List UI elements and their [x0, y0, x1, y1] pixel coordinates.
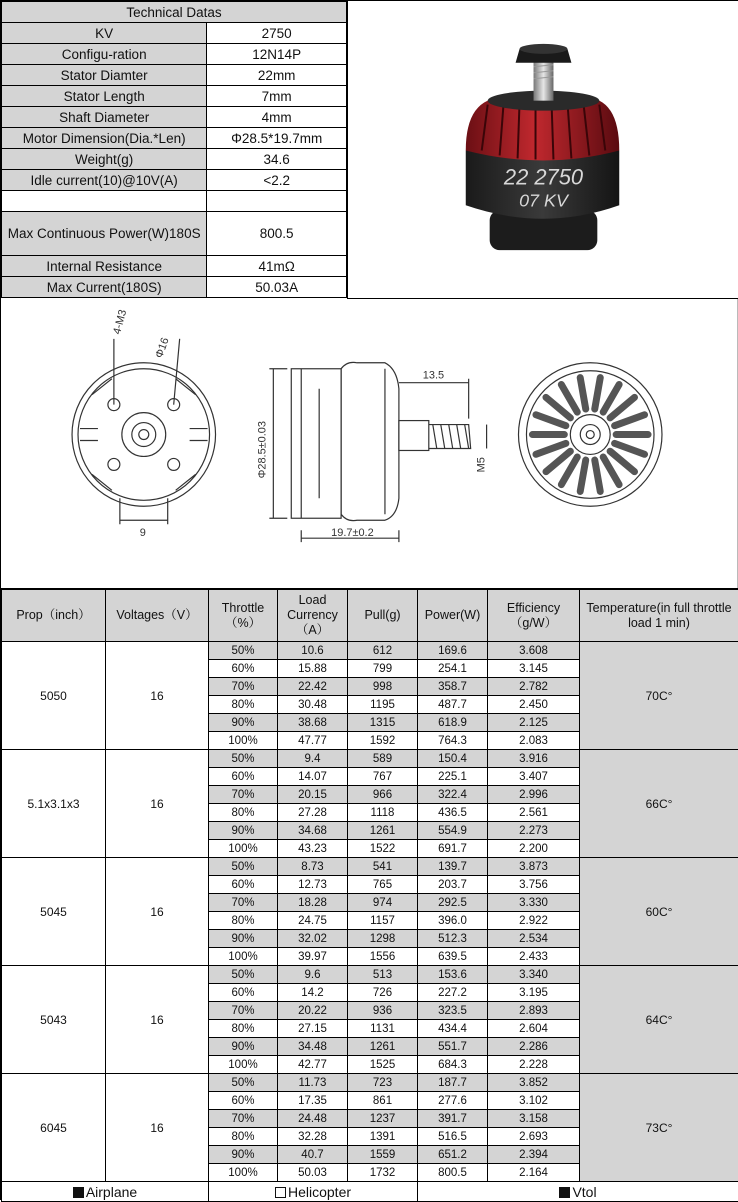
- voltage: 16: [106, 750, 209, 858]
- spec-title-row: [2, 2, 347, 23]
- spec-row: [2, 128, 347, 149]
- throttle: 70%: [209, 894, 278, 912]
- spec-value: <2.2: [207, 170, 347, 191]
- power: 512.3: [418, 930, 488, 948]
- power: 554.9: [418, 822, 488, 840]
- perf-header: Efficiency（g/W）: [488, 590, 580, 642]
- load-current: 27.15: [278, 1020, 348, 1038]
- temperature: 73C°: [580, 1074, 738, 1182]
- throttle: 80%: [209, 1020, 278, 1038]
- prop-size: 5050: [2, 642, 106, 750]
- load-current: 32.02: [278, 930, 348, 948]
- load-current: 9.6: [278, 966, 348, 984]
- throttle: 100%: [209, 1056, 278, 1074]
- power: 434.4: [418, 1020, 488, 1038]
- pull: 936: [348, 1002, 418, 1020]
- power: 169.6: [418, 642, 488, 660]
- motor-engraving-bottom: 07 KV: [519, 190, 570, 210]
- empty-square-icon: [275, 1187, 286, 1198]
- perf-header: Voltages（V）: [106, 590, 209, 642]
- table-row: [2, 750, 738, 768]
- spec-row: [2, 86, 347, 107]
- spec-row: [2, 212, 347, 256]
- load-current: 42.77: [278, 1056, 348, 1074]
- spec-label: Max Continuous Power(W)180S: [2, 212, 207, 256]
- efficiency: 2.200: [488, 840, 580, 858]
- dim-hole-spacing: 9: [140, 527, 146, 539]
- temperature: 66C°: [580, 750, 738, 858]
- dim-length: 19.7±0.2: [331, 527, 374, 539]
- pull: 1522: [348, 840, 418, 858]
- spec-value: 22mm: [207, 65, 347, 86]
- throttle: 90%: [209, 1038, 278, 1056]
- load-current: 47.77: [278, 732, 348, 750]
- load-current: 18.28: [278, 894, 348, 912]
- power: 391.7: [418, 1110, 488, 1128]
- efficiency: 2.561: [488, 804, 580, 822]
- pull: 1732: [348, 1164, 418, 1182]
- power: 227.2: [418, 984, 488, 1002]
- throttle: 100%: [209, 1164, 278, 1182]
- pull: 513: [348, 966, 418, 984]
- spec-value: Φ28.5*19.7mm: [207, 128, 347, 149]
- pull: 612: [348, 642, 418, 660]
- load-current: 40.7: [278, 1146, 348, 1164]
- efficiency: 3.330: [488, 894, 580, 912]
- efficiency: 3.195: [488, 984, 580, 1002]
- load-current: 34.68: [278, 822, 348, 840]
- table-row: [2, 642, 738, 660]
- spec-label: KV: [2, 23, 207, 44]
- pull: 589: [348, 750, 418, 768]
- throttle: 100%: [209, 732, 278, 750]
- efficiency: 2.450: [488, 696, 580, 714]
- spec-row: [2, 23, 347, 44]
- power: 691.7: [418, 840, 488, 858]
- power: 322.4: [418, 786, 488, 804]
- load-current: 34.48: [278, 1038, 348, 1056]
- throttle: 90%: [209, 1146, 278, 1164]
- power: 516.5: [418, 1128, 488, 1146]
- efficiency: 2.228: [488, 1056, 580, 1074]
- spec-row: [2, 107, 347, 128]
- pull: 1157: [348, 912, 418, 930]
- spec-label: Motor Dimension(Dia.*Len): [2, 128, 207, 149]
- spec-label: Max Current(180S): [2, 277, 207, 298]
- power: 203.7: [418, 876, 488, 894]
- spec-label: Shaft Diameter: [2, 107, 207, 128]
- temperature: 64C°: [580, 966, 738, 1074]
- dim-diameter: Φ28.5±0.03: [256, 421, 268, 478]
- dim-mount-thread: 4-M3: [111, 308, 129, 335]
- throttle: 50%: [209, 858, 278, 876]
- power: 684.3: [418, 1056, 488, 1074]
- table-row: [2, 1074, 738, 1092]
- efficiency: 2.164: [488, 1164, 580, 1182]
- spec-row: [2, 149, 347, 170]
- power: 187.7: [418, 1074, 488, 1092]
- spec-value: 800.5: [207, 212, 347, 256]
- motor-photo: [347, 1, 738, 299]
- perf-header: Temperature(in full throttle load 1 min): [580, 590, 738, 642]
- spec-gap-cell: [207, 191, 347, 212]
- power: 396.0: [418, 912, 488, 930]
- pull: 1118: [348, 804, 418, 822]
- pull: 998: [348, 678, 418, 696]
- power: 139.7: [418, 858, 488, 876]
- application-row: [2, 1182, 738, 1202]
- spec-row: [2, 256, 347, 277]
- pull: 1195: [348, 696, 418, 714]
- power: 436.5: [418, 804, 488, 822]
- efficiency: 2.286: [488, 1038, 580, 1056]
- load-current: 15.88: [278, 660, 348, 678]
- pull: 1525: [348, 1056, 418, 1074]
- efficiency: 2.433: [488, 948, 580, 966]
- load-current: 11.73: [278, 1074, 348, 1092]
- spec-label: Stator Diamter: [2, 65, 207, 86]
- load-current: 10.6: [278, 642, 348, 660]
- throttle: 90%: [209, 714, 278, 732]
- spec-value: 50.03A: [207, 277, 347, 298]
- load-current: 50.03: [278, 1164, 348, 1182]
- prop-size: 5043: [2, 966, 106, 1074]
- throttle: 50%: [209, 966, 278, 984]
- pull: 1131: [348, 1020, 418, 1038]
- perf-header: Throttle（%）: [209, 590, 278, 642]
- power: 225.1: [418, 768, 488, 786]
- load-current: 12.73: [278, 876, 348, 894]
- table-row: [2, 966, 738, 984]
- efficiency: 2.693: [488, 1128, 580, 1146]
- efficiency: 2.083: [488, 732, 580, 750]
- efficiency: 2.996: [488, 786, 580, 804]
- load-current: 39.97: [278, 948, 348, 966]
- temperature: 60C°: [580, 858, 738, 966]
- efficiency: 3.916: [488, 750, 580, 768]
- throttle: 50%: [209, 750, 278, 768]
- load-current: 43.23: [278, 840, 348, 858]
- efficiency: 2.394: [488, 1146, 580, 1164]
- application-helicopter: [209, 1182, 418, 1202]
- pull: 1261: [348, 1038, 418, 1056]
- load-current: 14.2: [278, 984, 348, 1002]
- pull: 723: [348, 1074, 418, 1092]
- filled-square-icon: [73, 1187, 84, 1198]
- power: 618.9: [418, 714, 488, 732]
- dimension-drawing: [1, 299, 738, 589]
- load-current: 24.48: [278, 1110, 348, 1128]
- efficiency: 3.102: [488, 1092, 580, 1110]
- dim-shaft-length: 13.5: [423, 370, 444, 382]
- dim-shaft-thread: M5: [476, 457, 488, 472]
- application-airplane: [2, 1182, 209, 1202]
- power: 639.5: [418, 948, 488, 966]
- throttle: 70%: [209, 1110, 278, 1128]
- throttle: 80%: [209, 912, 278, 930]
- pull: 1298: [348, 930, 418, 948]
- load-current: 8.73: [278, 858, 348, 876]
- efficiency: 3.340: [488, 966, 580, 984]
- pull: 767: [348, 768, 418, 786]
- pull: 1556: [348, 948, 418, 966]
- voltage: 16: [106, 1074, 209, 1182]
- efficiency: 2.893: [488, 1002, 580, 1020]
- power: 651.2: [418, 1146, 488, 1164]
- pull: 541: [348, 858, 418, 876]
- throttle: 90%: [209, 822, 278, 840]
- efficiency: 3.407: [488, 768, 580, 786]
- power: 764.3: [418, 732, 488, 750]
- throttle: 50%: [209, 642, 278, 660]
- throttle: 80%: [209, 1128, 278, 1146]
- power: 292.5: [418, 894, 488, 912]
- temperature: 70C°: [580, 642, 738, 750]
- throttle: 90%: [209, 930, 278, 948]
- pull: 966: [348, 786, 418, 804]
- efficiency: 3.852: [488, 1074, 580, 1092]
- load-current: 14.07: [278, 768, 348, 786]
- load-current: 22.42: [278, 678, 348, 696]
- throttle: 60%: [209, 1092, 278, 1110]
- spec-value: 34.6: [207, 149, 347, 170]
- load-current: 9.4: [278, 750, 348, 768]
- throttle: 60%: [209, 984, 278, 1002]
- throttle: 60%: [209, 660, 278, 678]
- efficiency: 3.158: [488, 1110, 580, 1128]
- voltage: 16: [106, 966, 209, 1074]
- spec-label: Configu-ration: [2, 44, 207, 65]
- pull: 974: [348, 894, 418, 912]
- load-current: 20.15: [278, 786, 348, 804]
- efficiency: 2.534: [488, 930, 580, 948]
- pull: 1559: [348, 1146, 418, 1164]
- spec-row: [2, 277, 347, 298]
- pull: 1237: [348, 1110, 418, 1128]
- spec-row: [2, 170, 347, 191]
- throttle: 60%: [209, 876, 278, 894]
- voltage: 16: [106, 858, 209, 966]
- load-current: 32.28: [278, 1128, 348, 1146]
- spec-value: 4mm: [207, 107, 347, 128]
- load-current: 17.35: [278, 1092, 348, 1110]
- power: 551.7: [418, 1038, 488, 1056]
- filled-square-icon: [559, 1187, 570, 1198]
- power: 358.7: [418, 678, 488, 696]
- load-current: 30.48: [278, 696, 348, 714]
- throttle: 50%: [209, 1074, 278, 1092]
- pull: 1391: [348, 1128, 418, 1146]
- throttle: 70%: [209, 786, 278, 804]
- throttle: 80%: [209, 804, 278, 822]
- spec-row: [2, 44, 347, 65]
- performance-table: [1, 589, 738, 1202]
- power: 150.4: [418, 750, 488, 768]
- load-current: 27.28: [278, 804, 348, 822]
- technical-data-table: [1, 1, 347, 298]
- power: 487.7: [418, 696, 488, 714]
- spec-value: 7mm: [207, 86, 347, 107]
- efficiency: 3.873: [488, 858, 580, 876]
- perf-header: Prop（inch）: [2, 590, 106, 642]
- perf-header: Load Currency（A）: [278, 590, 348, 642]
- load-current: 24.75: [278, 912, 348, 930]
- throttle: 100%: [209, 948, 278, 966]
- throttle: 80%: [209, 696, 278, 714]
- efficiency: 3.608: [488, 642, 580, 660]
- power: 254.1: [418, 660, 488, 678]
- spec-title: Technical Datas: [2, 2, 347, 23]
- efficiency: 3.145: [488, 660, 580, 678]
- load-current: 38.68: [278, 714, 348, 732]
- throttle: 70%: [209, 678, 278, 696]
- throttle: 70%: [209, 1002, 278, 1020]
- pull: 726: [348, 984, 418, 1002]
- prop-size: 5.1x3.1x3: [2, 750, 106, 858]
- application-label: Helicopter: [288, 1184, 351, 1200]
- power: 277.6: [418, 1092, 488, 1110]
- spec-value: 2750: [207, 23, 347, 44]
- spec-row: [2, 65, 347, 86]
- pull: 765: [348, 876, 418, 894]
- spec-gap-cell: [2, 191, 207, 212]
- spec-label: Internal Resistance: [2, 256, 207, 277]
- pull: 861: [348, 1092, 418, 1110]
- pull: 1592: [348, 732, 418, 750]
- power: 800.5: [418, 1164, 488, 1182]
- application-vtol: [418, 1182, 738, 1202]
- throttle: 60%: [209, 768, 278, 786]
- throttle: 100%: [209, 840, 278, 858]
- application-label: Vtol: [572, 1184, 596, 1200]
- spec-label: Weight(g): [2, 149, 207, 170]
- load-current: 20.22: [278, 1002, 348, 1020]
- table-row: [2, 858, 738, 876]
- motor-engraving-top: 22 2750: [503, 164, 583, 189]
- spec-gap-row: [2, 191, 347, 212]
- efficiency: 2.782: [488, 678, 580, 696]
- efficiency: 2.273: [488, 822, 580, 840]
- dim-mount-circle: Φ16: [153, 336, 171, 360]
- prop-size: 5045: [2, 858, 106, 966]
- voltage: 16: [106, 642, 209, 750]
- spec-value: 41mΩ: [207, 256, 347, 277]
- perf-header: Pull(g): [348, 590, 418, 642]
- efficiency: 2.125: [488, 714, 580, 732]
- spec-label: Stator Length: [2, 86, 207, 107]
- pull: 1315: [348, 714, 418, 732]
- prop-size: 6045: [2, 1074, 106, 1182]
- efficiency: 2.604: [488, 1020, 580, 1038]
- application-label: Airplane: [86, 1184, 137, 1200]
- perf-header: Power(W): [418, 590, 488, 642]
- power: 323.5: [418, 1002, 488, 1020]
- power: 153.6: [418, 966, 488, 984]
- spec-value: 12N14P: [207, 44, 347, 65]
- spec-label: Idle current(10)@10V(A): [2, 170, 207, 191]
- efficiency: 2.922: [488, 912, 580, 930]
- efficiency: 3.756: [488, 876, 580, 894]
- pull: 799: [348, 660, 418, 678]
- pull: 1261: [348, 822, 418, 840]
